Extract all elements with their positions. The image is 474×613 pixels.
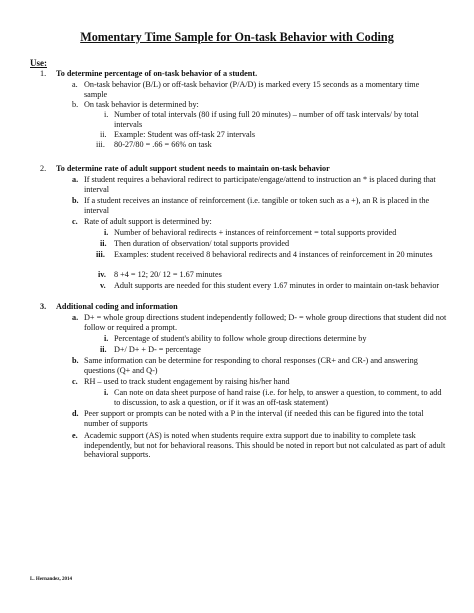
list-marker: d. [72,409,79,418]
list-marker: a. [72,175,79,184]
list-marker: v. [100,281,106,290]
list-item-text: On task behavior is determined by: [84,100,199,109]
list-marker: 1. [40,69,47,78]
list-item-text: D+ = whole group directions student independently followed; D- = whole group directions that student did not follow or required a prompt. [84,313,447,332]
list-marker: ii. [100,345,107,354]
list-marker: a. [72,313,79,322]
list-item-text: 8 +4 = 12; 20/ 12 = 1.67 minutes [114,270,222,279]
list-item-text: Examples: student received 8 behavioral redirects and 4 instances of reinforcement in 20 minutes [114,250,433,259]
list-marker: b. [72,100,79,109]
list-marker: b. [72,356,79,365]
list-item-text: To determine rate of adult support student needs to maintain on-task behavior [56,164,330,173]
list-marker: i. [104,334,109,343]
list-item-text: D+/ D+ + D- = percentage [114,345,201,354]
list-marker: c. [72,217,78,226]
footer-author: L. Hernandez, 2014 [30,577,72,582]
list-marker: a. [72,80,78,89]
list-item-text: If a student receives an instance of reinforcement (i.e. tangible or token such as a +), an R is placed in the interval [84,196,430,215]
list-marker: ii. [100,239,107,248]
list-item-text: Example: Student was off-task 27 intervals [114,130,256,139]
list-item-text: 80-27/80 = .66 = 66% on task [114,140,212,149]
list-marker: i. [104,110,109,119]
use-heading: Use: [30,58,47,68]
list-item-text: Number of total intervals (80 if using full 20 minutes) – number of off task intervals/ by total intervals [114,110,419,129]
list-marker: iii. [96,250,105,259]
list-marker: 2. [40,164,47,173]
list-item-text: Additional coding and information [56,302,178,311]
list-item-text: Peer support or prompts can be noted with a P in the interval (if needed this can be figured into the total number of supports [84,409,424,428]
list-marker: iv. [98,270,106,279]
list-item-text: On-task behavior (B/L) or off-task behavior (P/A/D) is marked every 15 seconds as a momentary time sample [84,80,420,99]
list-marker: i. [104,228,109,237]
list-item-text: Rate of adult support is determined by: [84,217,212,226]
list-item-text: Percentage of student's ability to follow whole group directions determine by [114,334,367,343]
list-item-text: Can note on data sheet purpose of hand raise (i.e. for help, to answer a question, to comment, to add to discussion, to ask a question, or if it was an off-task statement) [114,388,442,407]
list-item-text: Academic support (AS) is noted when students require extra support due to inability to complete task independently, but not for behavioral reasons. This should be noted in report but not calculated as part of adult behavioral supports. [84,431,446,460]
list-marker: 3. [40,302,47,311]
list-item-text: Adult supports are needed for this student every 1.67 minutes in order to maintain on-task behavior [114,281,440,290]
list-marker: ii. [100,130,107,139]
list-marker: i. [104,388,109,397]
list-item-text: RH – used to track student engagement by raising his/her hand [84,377,290,386]
page-title: Momentary Time Sample for On-task Behavior with Coding [80,30,394,44]
list-item-text: Same information can be determine for responding to choral responses (CR+ and CR-) and answering questions (Q+ and Q-) [84,356,418,375]
list-marker: c. [72,377,78,386]
list-marker: b. [72,196,79,205]
list-marker: iii. [96,140,105,149]
list-item-text: To determine percentage of on-task behavior of a student. [56,69,258,78]
list-item-text: If student requires a behavioral redirect to participate/engage/attend to instruction an * is placed during that interval [84,175,436,194]
list-item-text: Then duration of observation/ total supports provided [114,239,290,248]
list-item-text: Number of behavioral redirects + instances of reinforcement = total supports provided [114,228,397,237]
list-marker: e. [72,431,78,440]
